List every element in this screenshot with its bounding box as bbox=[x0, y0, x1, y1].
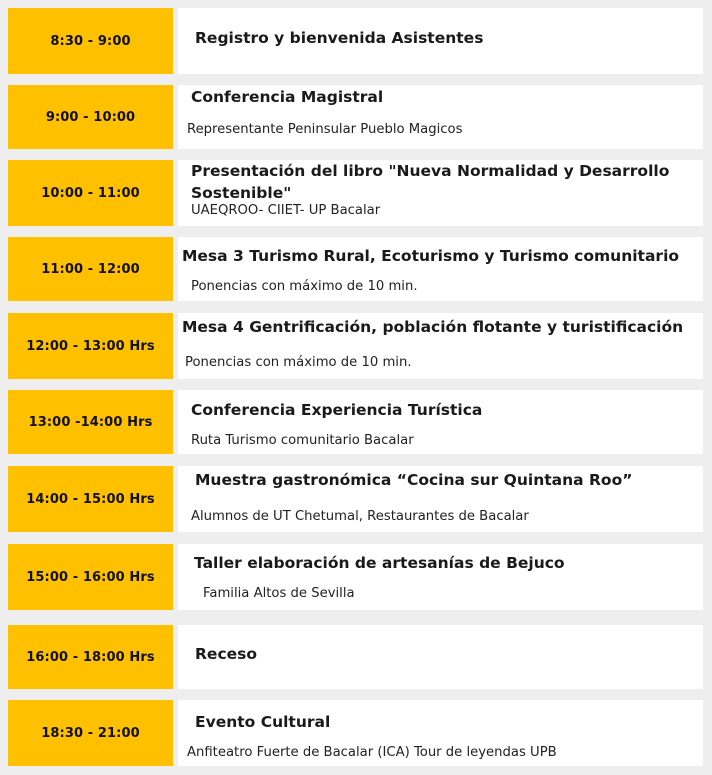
time-slot: 18:30 - 21:00 bbox=[8, 700, 173, 766]
session-title: Mesa 4 Gentrificación, población flotante y turistificación bbox=[182, 318, 684, 336]
session-title: Conferencia Magistral bbox=[191, 88, 384, 106]
session-title: Receso bbox=[195, 645, 258, 663]
session-details bbox=[178, 237, 703, 301]
session-subtitle: Ruta Turismo comunitario Bacalar bbox=[191, 433, 414, 448]
time-slot: 13:00 -14:00 Hrs bbox=[8, 390, 173, 454]
session-subtitle: Alumnos de UT Chetumal, Restaurantes de Bacalar bbox=[191, 509, 529, 524]
schedule-row bbox=[8, 544, 703, 610]
schedule-row bbox=[8, 700, 703, 766]
session-details bbox=[178, 544, 703, 610]
schedule-row bbox=[8, 390, 703, 454]
schedule-row bbox=[8, 160, 703, 226]
session-details bbox=[178, 160, 703, 226]
session-title: Presentación del libro "Nueva Normalidad y Desarrollo Sostenible" bbox=[191, 162, 670, 202]
session-details bbox=[178, 8, 703, 74]
time-slot: 15:00 - 16:00 Hrs bbox=[8, 544, 173, 610]
schedule-row bbox=[8, 625, 703, 689]
session-title: Muestra gastronómica “Cocina sur Quintana Roo” bbox=[195, 471, 633, 489]
session-subtitle: Familia Altos de Sevilla bbox=[203, 586, 355, 601]
session-subtitle: Representante Peninsular Pueblo Magicos bbox=[187, 122, 463, 137]
session-details bbox=[178, 85, 703, 149]
session-subtitle: Anfiteatro Fuerte de Bacalar (ICA) Tour de leyendas UPB bbox=[187, 745, 557, 760]
session-subtitle: Ponencias con máximo de 10 min. bbox=[191, 279, 418, 294]
session-details bbox=[178, 466, 703, 532]
schedule-row bbox=[8, 237, 703, 301]
time-slot: 10:00 - 11:00 bbox=[8, 160, 173, 226]
session-subtitle: UAEQROO- CIIET- UP Bacalar bbox=[191, 203, 381, 218]
schedule-row bbox=[8, 85, 703, 149]
time-slot: 16:00 - 18:00 Hrs bbox=[8, 625, 173, 689]
schedule-row bbox=[8, 466, 703, 532]
session-title: Registro y bienvenida Asistentes bbox=[195, 29, 484, 47]
time-slot: 14:00 - 15:00 Hrs bbox=[8, 466, 173, 532]
time-slot: 12:00 - 13:00 Hrs bbox=[8, 313, 173, 379]
session-title: Conferencia Experiencia Turística bbox=[191, 401, 483, 419]
session-details bbox=[178, 313, 703, 379]
time-slot: 9:00 - 10:00 bbox=[8, 85, 173, 149]
time-slot: 8:30 - 9:00 bbox=[8, 8, 173, 74]
session-details bbox=[178, 625, 703, 689]
session-details bbox=[178, 390, 703, 454]
session-title: Taller elaboración de artesanías de Bejuco bbox=[194, 554, 565, 572]
session-details bbox=[178, 700, 703, 766]
schedule-row bbox=[8, 313, 703, 379]
time-slot: 11:00 - 12:00 bbox=[8, 237, 173, 301]
session-title: Evento Cultural bbox=[195, 713, 331, 731]
schedule-row bbox=[8, 8, 703, 74]
session-subtitle: Ponencias con máximo de 10 min. bbox=[185, 355, 412, 370]
session-title: Mesa 3 Turismo Rural, Ecoturismo y Turismo comunitario bbox=[182, 247, 680, 265]
